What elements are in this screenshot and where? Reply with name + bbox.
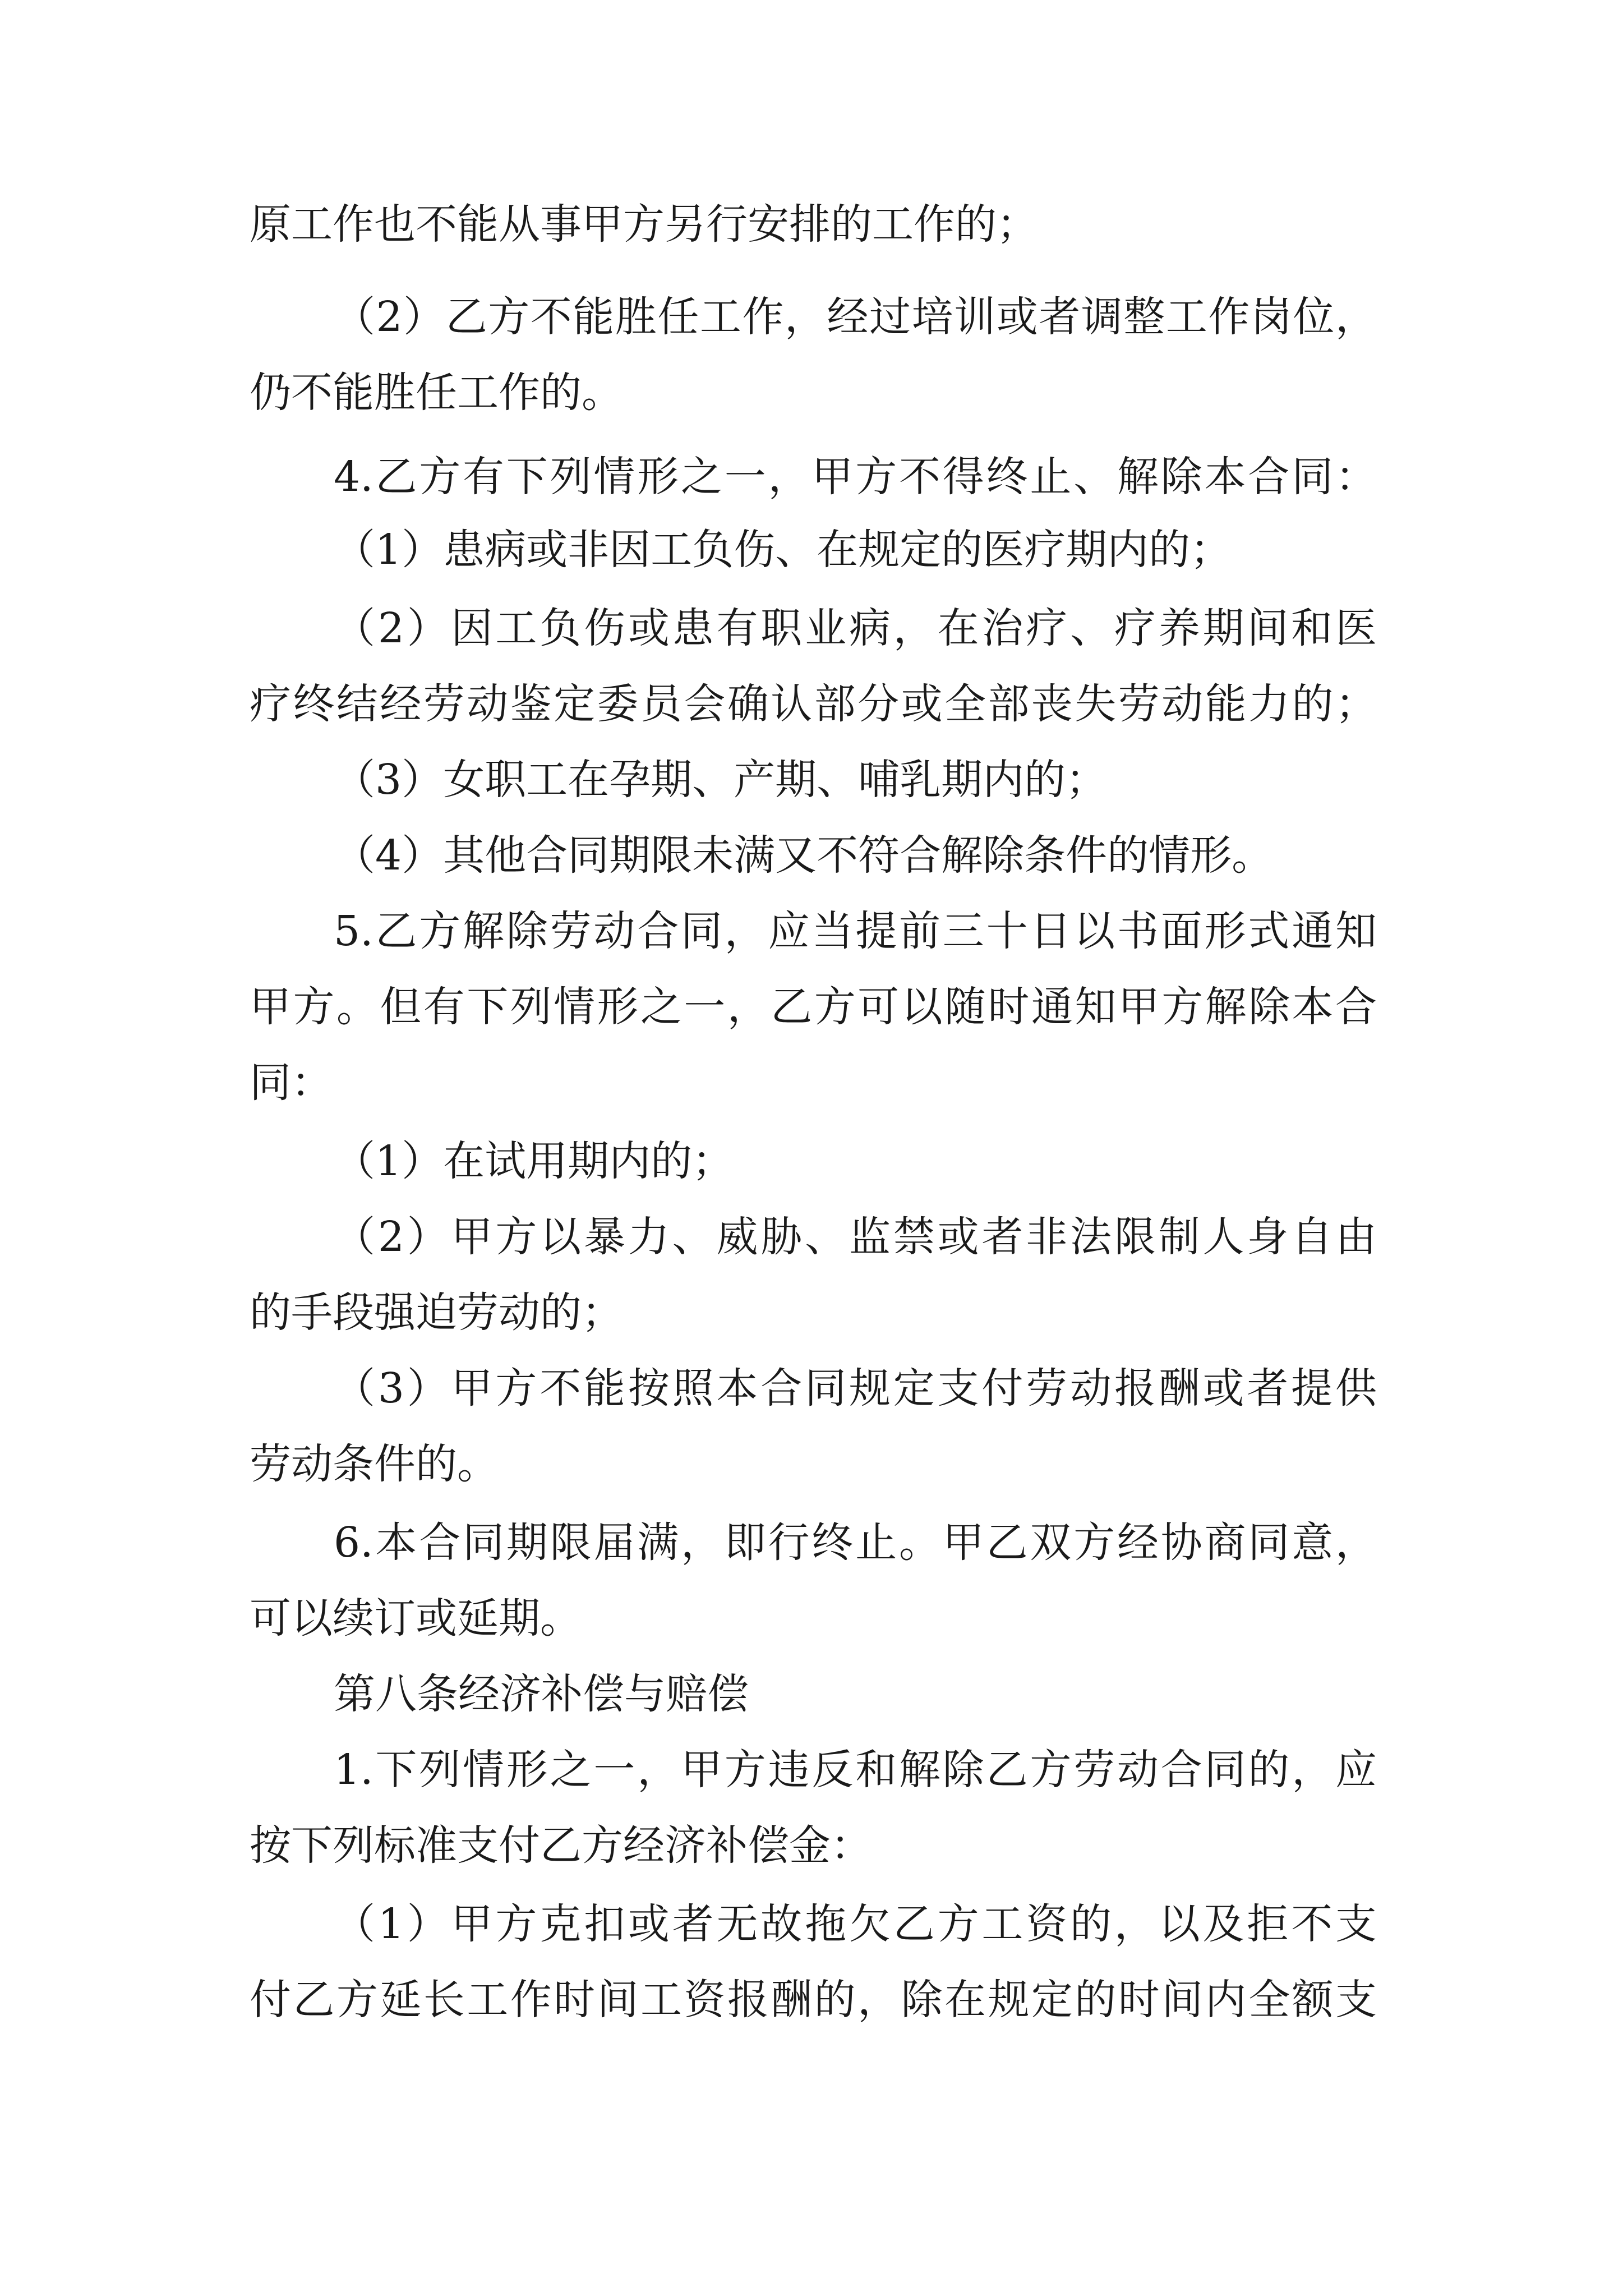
paragraph-line: 可以续订或延期。	[250, 1594, 582, 1642]
paragraph-line: 付乙方延长工作时间工资报酬的，除在规定的时间内全额支	[250, 1976, 1377, 2024]
paragraph-line: （3）甲方不能按照本合同规定支付劳动报酬或者提供	[334, 1364, 1377, 1412]
paragraph-line: 1.下列情形之一，甲方违反和解除乙方劳动合同的，应	[334, 1746, 1377, 1794]
paragraph-line: 劳动条件的。	[250, 1440, 499, 1488]
section-heading: 第八条经济补偿与赔偿	[334, 1670, 749, 1718]
paragraph-line: （4）其他合同期限未满又不符合解除条件的情形。	[334, 831, 1274, 880]
paragraph-line: 疗终结经劳动鉴定委员会确认部分或全部丧失劳动能力的；	[250, 680, 1377, 728]
paragraph-line: 4.乙方有下列情形之一，甲方不得终止、解除本合同：	[334, 453, 1377, 501]
paragraph-line: （2）甲方以暴力、威胁、监禁或者非法限制人身自由	[334, 1213, 1377, 1261]
paragraph-line: （3）女职工在孕期、产期、哺乳期内的；	[334, 756, 1108, 804]
paragraph-line: 按下列标准支付乙方经济补偿金：	[250, 1821, 872, 1870]
paragraph-line: 5.乙方解除劳动合同，应当提前三十日以书面形式通知	[334, 907, 1377, 955]
paragraph-line: （2）因工负伤或患有职业病，在治疗、疗养期间和医	[334, 604, 1377, 652]
paragraph-line: （2）乙方不能胜任工作，经过培训或者调整工作岗位，	[334, 293, 1377, 341]
paragraph-line: 仍不能胜任工作的。	[250, 369, 623, 417]
paragraph-line: 甲方。但有下列情形之一，乙方可以随时通知甲方解除本合	[250, 983, 1377, 1031]
paragraph-line: 6.本合同期限届满，即行终止。甲乙双方经协商同意，	[334, 1519, 1377, 1567]
paragraph-line: 的手段强迫劳动的；	[250, 1289, 623, 1337]
paragraph-line: （1）患病或非因工负伤、在规定的医疗期内的；	[334, 526, 1232, 574]
paragraph-line: 原工作也不能从事甲方另行安排的工作的；	[250, 200, 1038, 249]
paragraph-line: （1）甲方克扣或者无故拖欠乙方工资的，以及拒不支	[334, 1900, 1377, 1948]
paragraph-line: （1）在试用期内的；	[334, 1137, 734, 1185]
paragraph-line: 同：	[250, 1059, 333, 1107]
